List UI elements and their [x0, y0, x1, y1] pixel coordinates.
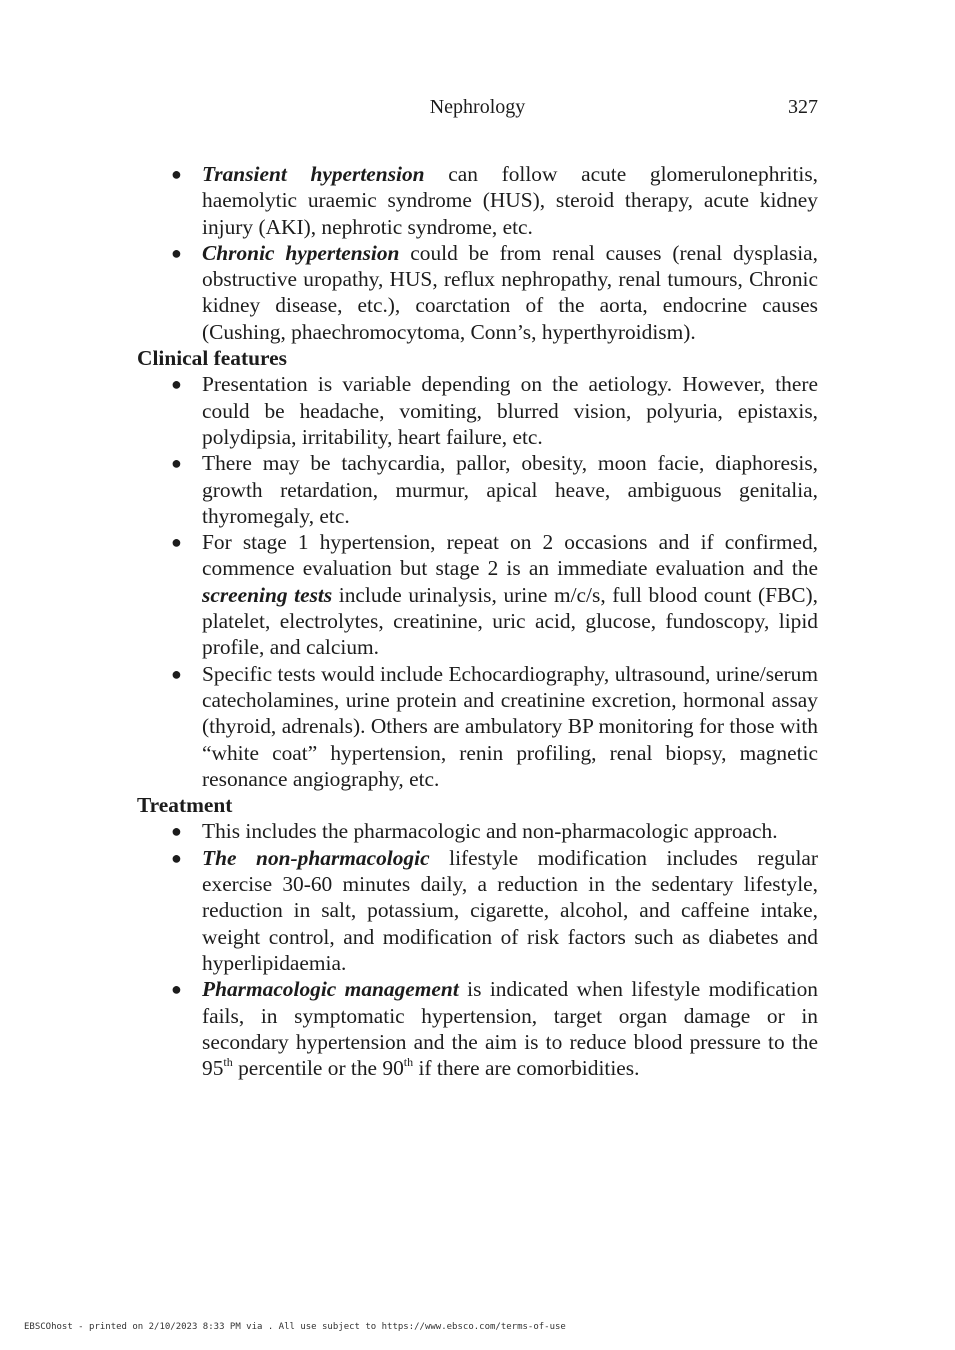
term-screening-tests: screening tests — [202, 582, 333, 607]
list-item — [137, 450, 818, 529]
list-item — [137, 845, 818, 976]
bullet-icon: ● — [171, 847, 182, 868]
clinical-features-heading: Clinical features — [137, 346, 287, 371]
list-item-text: Specific tests would include Echocardiography, ultrasound, urine/serum catecholamines, urine protein and creatinine excretion, hormonal assay (thyroid, adrenals). Others are ambulatory BP monitoring for those with “white coat” hypertension, renin profiling, renal biopsy, magnetic resonance angiography, etc. — [202, 661, 818, 791]
treatment-list — [137, 818, 818, 1081]
list-item-text: This includes the pharmacologic and non-pharmacologic approach. — [202, 819, 778, 844]
list-item-text: can follow acute glomerulonephritis, haemolytic uraemic syndrome (HUS), steroid therapy, acute kidney injury (AKI), nephrotic syndrome, etc. — [202, 162, 819, 239]
page-number: 327 — [788, 96, 818, 118]
list-item — [137, 371, 818, 450]
bullet-icon: ● — [171, 453, 182, 474]
list-item-text: if there are comorbidities. — [413, 1056, 640, 1081]
bullet-icon: ● — [171, 821, 182, 842]
list-item-text: For stage 1 hypertension, repeat on 2 occasions and if confirmed, commence evaluation but stage 2 is an immediate evaluation and the — [202, 530, 818, 581]
list-item — [137, 976, 818, 1081]
superscript-th: th — [223, 1055, 233, 1070]
list-item — [137, 240, 818, 345]
superscript-th: th — [403, 1055, 414, 1070]
list-item-text: percentile or the 90 — [232, 1056, 404, 1081]
bullet-icon: ● — [171, 374, 182, 395]
clinical-features-list — [137, 371, 818, 792]
term-transient-hypertension: Transient hypertension — [202, 162, 425, 186]
bullet-icon: ● — [171, 663, 182, 684]
list-item — [137, 529, 818, 660]
list-item-text: There may be tachycardia, pallor, obesity, moon facie, diaphoresis, growth retardation, murmur, apical heave, ambiguous genitalia, thyromegaly, etc. — [202, 451, 818, 528]
list-item-text: include urinalysis, urine m/c/s, full blood count (FBC), platelet, electrolytes, creatinine, uric acid, glucose, fundoscopy, lipid profile, and calcium. — [202, 582, 818, 660]
ebsco-footer: EBSCOhost - printed on 2/10/2023 8:33 PM via . All use subject to https://www.ebsco.com/terms-of-use — [24, 1322, 566, 1332]
treatment-heading: Treatment — [137, 793, 233, 818]
list-item-text: is indicated when lifestyle modification fails, in symptomatic hypertension, target organ damage or in secondary hypertension and the aim is to reduce blood pressure to the 95 — [202, 977, 818, 1081]
list-item-text: Presentation is variable depending on the aetiology. However, there could be headache, vomiting, blurred vision, polyuria, epistaxis, polydipsia, irritability, heart failure, etc. — [202, 372, 818, 449]
list-item — [137, 161, 818, 240]
bullet-icon: ● — [171, 979, 182, 1000]
intro-bullet-list — [137, 161, 818, 345]
bullet-icon: ● — [171, 532, 182, 553]
term-pharmacologic-management: Pharmacologic management — [202, 977, 459, 1002]
list-item — [137, 661, 818, 792]
list-item — [137, 818, 818, 844]
term-non-pharmacologic: The non-pharmacologic — [202, 845, 430, 870]
list-item-text: lifestyle modification includes regular exercise 30-60 minutes daily, a reduction in the sedentary lifestyle, reduction in salt, potassium, cigarette, alcohol, and caffeine intake, weight control, and modification of risk factors such as diabetes and hyperlipidaemia. — [202, 845, 819, 975]
term-chronic-hypertension: Chronic hypertension — [202, 240, 400, 265]
list-item-text: could be from renal causes (renal dysplasia, obstructive uropathy, HUS, reflux nephropathy, renal tumours, Chronic kidney disease, etc.), coarctation of the aorta, endocrine causes (Cushing, phaechromocytoma, Conn’s, hyperthyroidism). — [202, 240, 818, 344]
bullet-icon: ● — [171, 164, 182, 184]
running-title: Nephrology — [429, 96, 526, 118]
page-body — [137, 161, 818, 1081]
bullet-icon: ● — [171, 242, 182, 263]
